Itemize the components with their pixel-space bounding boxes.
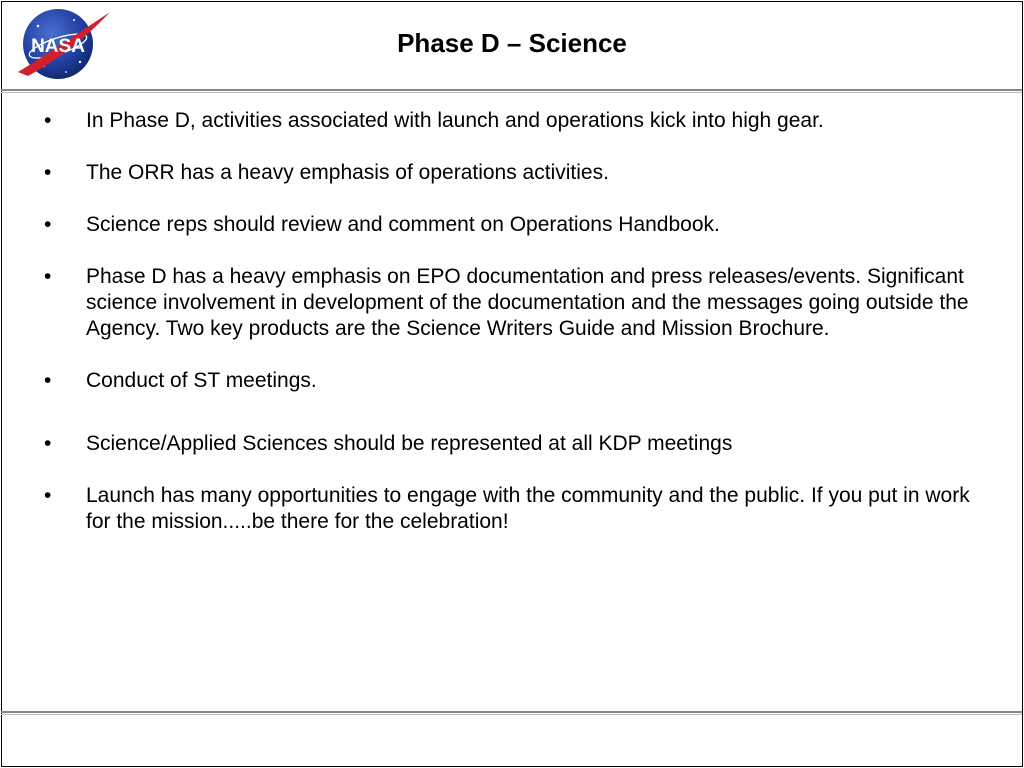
bullet-symbol: • xyxy=(44,161,52,184)
bullet-item xyxy=(44,212,994,238)
title-area xyxy=(2,2,1022,90)
bullet-list xyxy=(44,108,994,535)
bullet-text: The ORR has a heavy emphasis of operations activities. xyxy=(86,161,609,184)
bullet-symbol: • xyxy=(44,369,52,392)
bullet-text: Science reps should review and comment on Operations Handbook. xyxy=(86,213,720,236)
bullet-text: Conduct of ST meetings. xyxy=(86,369,317,392)
bullet-symbol: • xyxy=(44,265,52,288)
bullet-symbol: • xyxy=(44,432,52,455)
bullet-symbol: • xyxy=(44,109,52,132)
bullet-item xyxy=(44,431,994,457)
bullet-symbol: • xyxy=(44,213,52,236)
bullet-item xyxy=(44,368,994,394)
bullet-item xyxy=(44,160,994,186)
footer-divider xyxy=(1,711,1022,715)
nasa-logo-text: NASA xyxy=(31,36,85,57)
slide-title: Phase D – Science xyxy=(397,28,627,58)
bullet-text: Launch has many opportunities to engage with the community and the public. If you put in work for the mission.....be there for the celebration! xyxy=(86,484,970,533)
bullet-item xyxy=(44,483,994,535)
bullet-symbol: • xyxy=(44,484,52,507)
bullet-text: Phase D has a heavy emphasis on EPO documentation and press releases/events. Significant science involvement in development of the documentation and the messages going outside the Agency. Two key products are the Science Writers Guide and Mission Brochure. xyxy=(86,265,969,340)
title-divider xyxy=(1,89,1022,93)
bullet-item xyxy=(44,264,994,342)
bullet-text: In Phase D, activities associated with launch and operations kick into high gear. xyxy=(86,109,824,132)
bullet-text: Science/Applied Sciences should be represented at all KDP meetings xyxy=(86,432,733,455)
bullet-item xyxy=(44,108,994,134)
